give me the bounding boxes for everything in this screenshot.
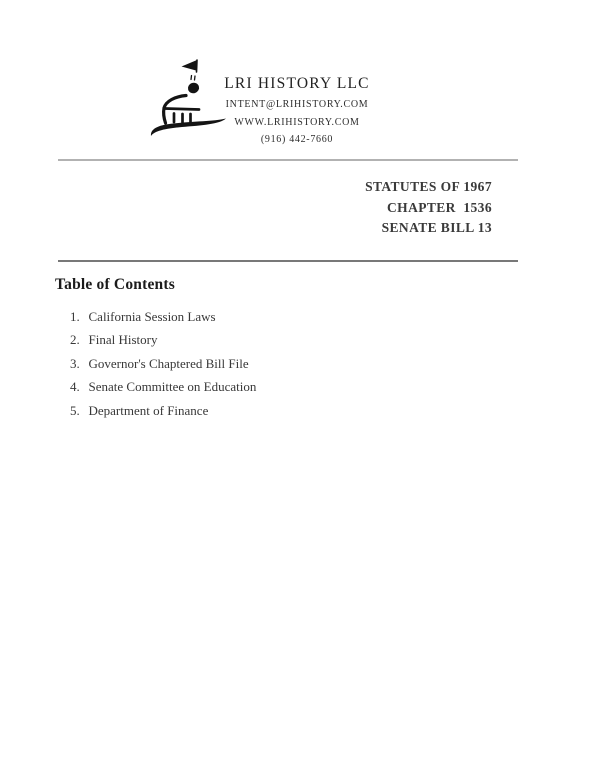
company-email: INTENT@LRIHISTORY.COM	[225, 98, 369, 110]
divider-bottom	[58, 260, 518, 262]
toc-item	[70, 404, 256, 418]
toc-item-number: 5.	[70, 402, 80, 418]
toc-item	[70, 310, 256, 324]
toc-item-label: Governor's Chaptered Bill File	[88, 355, 249, 371]
statutes-line: STATUTES OF 1967	[365, 179, 492, 194]
senate-bill-line: SENATE BILL 13	[381, 220, 492, 236]
company-website: WWW.LRIHISTORY.COM	[234, 116, 360, 128]
toc-item-number: 2.	[70, 332, 80, 348]
chapter-line: CHAPTER 1536	[387, 199, 492, 215]
case-info-block	[292, 177, 492, 239]
toc-item-label: Department of Finance	[88, 402, 209, 418]
toc-title: Table of Contents	[55, 276, 175, 293]
toc-list	[70, 310, 256, 427]
company-phone: (916) 442-7660	[260, 134, 334, 146]
toc-item	[70, 357, 256, 371]
divider-top	[58, 159, 518, 161]
toc-item	[70, 380, 256, 394]
toc-item-number: 1.	[70, 309, 80, 324]
toc-item-label: Senate Committee on Education	[88, 379, 257, 395]
toc-item-number: 4.	[70, 379, 80, 395]
toc-item-label: California Session Laws	[88, 309, 216, 324]
toc-item	[70, 333, 256, 347]
toc-item-number: 3.	[70, 355, 80, 371]
company-name: LRI HISTORY LLC	[224, 75, 370, 92]
toc-item-label: Final History	[88, 332, 158, 348]
letterhead	[204, 76, 390, 145]
